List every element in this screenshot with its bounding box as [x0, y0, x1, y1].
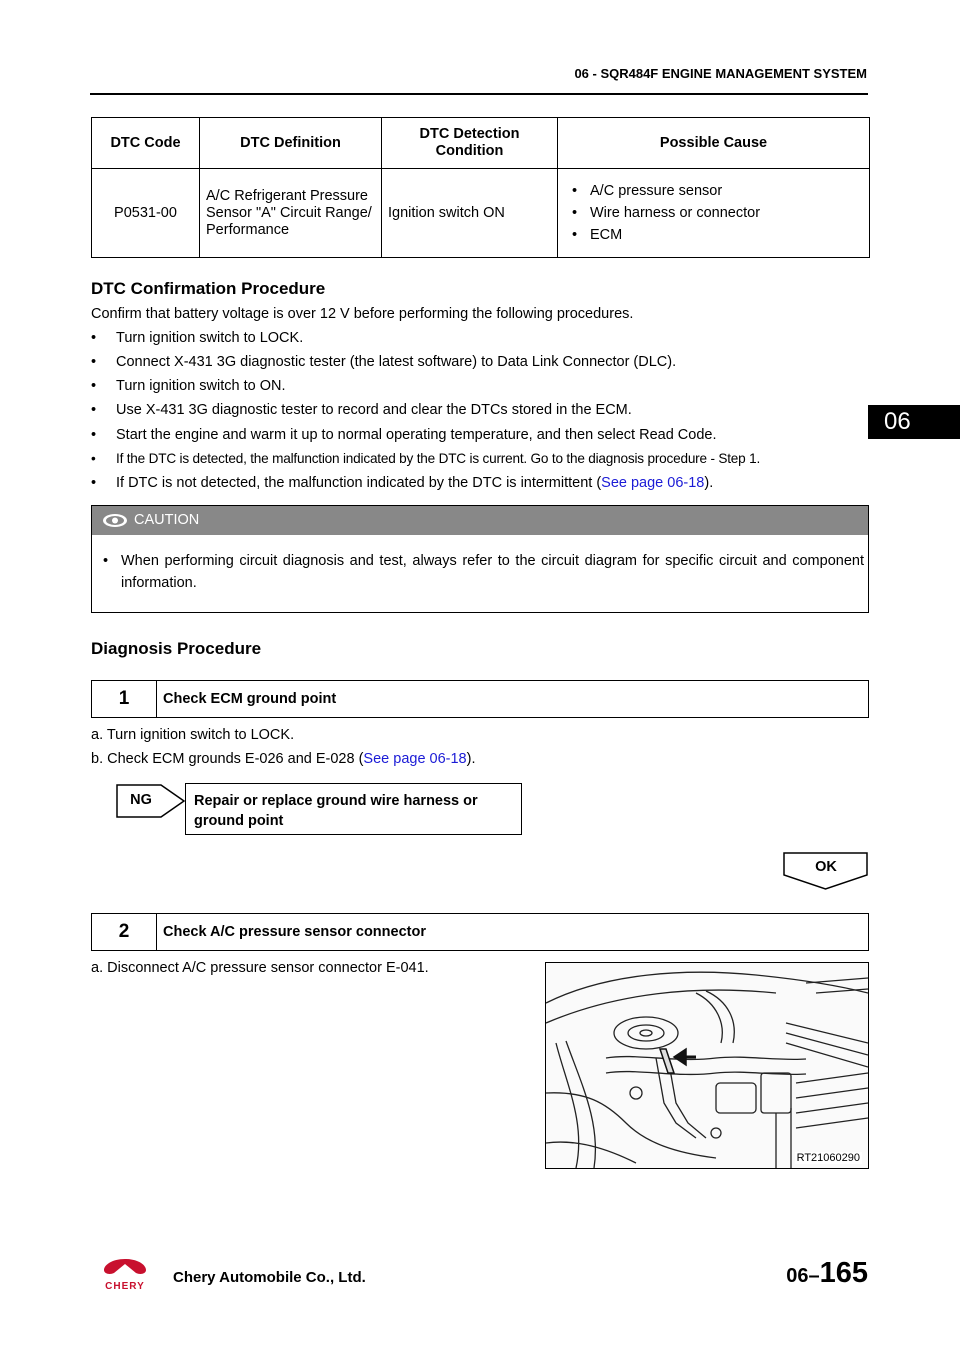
possible-cause-list	[564, 183, 863, 244]
page-number: 06–165	[786, 1257, 868, 1289]
section-tab-marker: 06	[868, 405, 960, 439]
step-1-box	[91, 680, 869, 718]
detection-condition-cell: Ignition switch ON	[382, 169, 558, 258]
eye-icon	[102, 513, 128, 528]
list-item: • ECM	[564, 227, 863, 244]
step-number: 1	[92, 681, 157, 717]
confirmation-intro: Confirm that battery voltage is over 12 V before performing the following procedures.	[91, 306, 634, 322]
caution-box	[91, 505, 869, 613]
list-item: • A/C pressure sensor	[564, 183, 863, 200]
caution-header	[92, 506, 868, 535]
step-2-instruction-a: a. Disconnect A/C pressure sensor connector E-041.	[91, 960, 429, 976]
header-rule	[90, 93, 868, 95]
step-2-box	[91, 913, 869, 951]
logo-text: CHERY	[105, 1281, 145, 1292]
photo-caption: RT21060290	[796, 1152, 860, 1164]
section-header: 06 - SQR484F ENGINE MANAGEMENT SYSTEM	[574, 66, 867, 81]
company-name: Chery Automobile Co., Ltd.	[173, 1269, 366, 1286]
step-1-instruction-a: a. Turn ignition switch to LOCK.	[91, 727, 295, 743]
caution-text-item: • When performing circuit diagnosis and test, always refer to the circuit diagram for specific circuit and component information.	[103, 553, 864, 591]
col-header-dtc-code: DTC Code	[92, 118, 200, 169]
step-label: Check ECM ground point	[163, 691, 337, 707]
chery-logo-mark	[92, 1256, 158, 1292]
ng-action-box: Repair or replace ground wire harness or ground point	[185, 783, 522, 835]
dtc-definition-cell: A/C Refrigerant Pressure Sensor "A" Circuit Range/ Performance	[200, 169, 382, 258]
confirmation-heading: DTC Confirmation Procedure	[91, 279, 326, 298]
ok-label: OK	[815, 859, 837, 875]
see-page-link[interactable]: See page 06-18	[363, 751, 467, 767]
table-row	[92, 169, 870, 258]
step-number: 2	[92, 914, 157, 950]
possible-cause-cell	[558, 169, 870, 258]
ng-label: NG	[130, 792, 152, 808]
dtc-table-header-row	[92, 118, 870, 169]
step-1-instruction-b: b. Check ECM grounds E-026 and E-028 (See page 06-18).	[91, 751, 476, 767]
connector-location-photo	[545, 962, 869, 1169]
dtc-code-cell: P0531-00	[92, 169, 200, 258]
engine-bay-illustration	[546, 963, 868, 1168]
step-label: Check A/C pressure sensor connector	[163, 924, 426, 940]
diagnosis-heading: Diagnosis Procedure	[91, 639, 262, 658]
chery-logo	[92, 1256, 158, 1292]
col-header-dtc-definition: DTC Definition	[200, 118, 382, 169]
caution-label: CAUTION	[134, 512, 200, 528]
col-header-detection-condition: DTC Detection Condition	[382, 118, 558, 169]
dtc-table	[91, 117, 870, 258]
see-page-link[interactable]: See page 06-18	[601, 475, 705, 491]
col-header-possible-cause: Possible Cause	[558, 118, 870, 169]
list-item: • Wire harness or connector	[564, 205, 863, 222]
